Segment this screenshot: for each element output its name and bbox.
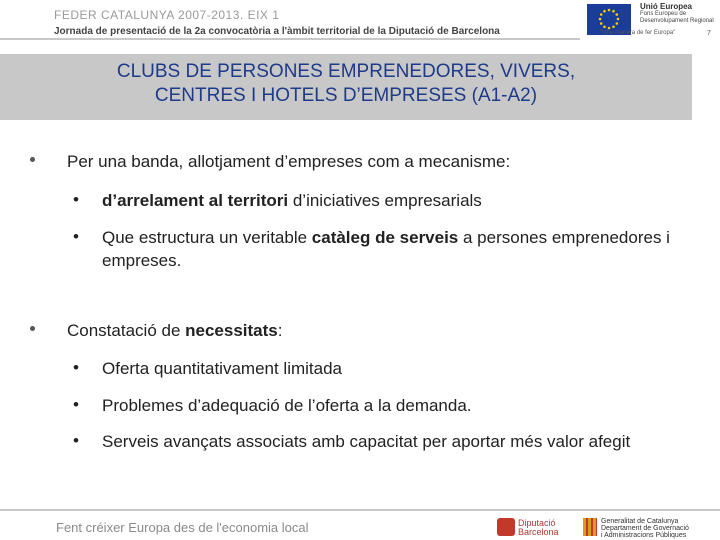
bullet-1-text: Per una banda, allotjament d’empreses com a mecanisme: bbox=[67, 152, 511, 171]
eu-motto: "Una manera de fer Europa" bbox=[600, 30, 676, 36]
emphasis: catàleg de serveis bbox=[311, 228, 459, 247]
generalitat-logo-icon bbox=[583, 518, 597, 536]
sub-bullet-dot-icon: • bbox=[73, 395, 79, 414]
emphasis: necessitats bbox=[185, 321, 278, 340]
header-subtitle: Jornada de presentació de la 2a convocatòria a l'àmbit territorial de la Diputació de Barcelona bbox=[54, 26, 500, 37]
sub-bullet-2-1-text: Oferta quantitativament limitada bbox=[102, 359, 343, 378]
sub-bullet-dot-icon: • bbox=[73, 227, 79, 246]
diputacio-logo-icon bbox=[497, 518, 515, 536]
slide-title-line1: CLUBS DE PERSONES EMPRENEDORES, VIVERS, bbox=[116, 61, 576, 82]
text: Constatació de bbox=[67, 321, 186, 340]
sub-bullet-2-2-text: Problemes d’adequació de l’oferta a la demanda. bbox=[102, 396, 472, 415]
gen-line2: Departament de Governació bbox=[601, 525, 689, 532]
slide-title bbox=[0, 60, 692, 108]
bullet-dot-icon bbox=[30, 326, 35, 331]
text: d’iniciatives empresarials bbox=[288, 191, 482, 210]
gen-line3: i Administracions Públiques bbox=[601, 532, 687, 539]
footer-divider bbox=[0, 509, 720, 511]
page-number: 7 bbox=[707, 30, 711, 37]
sub-bullet-1-1-text bbox=[102, 189, 672, 212]
sub-bullet-1-2-text bbox=[102, 226, 672, 272]
sub-bullet-dot-icon: • bbox=[73, 190, 79, 209]
generalitat-label bbox=[601, 518, 689, 539]
slide-title-line2: CENTRES I HOTELS D’EMPRESES (A1-A2) bbox=[154, 85, 538, 106]
eu-label bbox=[640, 2, 715, 25]
dip-line1: Diputació bbox=[518, 518, 556, 528]
header-program: FEDER CATALUNYA 2007-2013. EIX 1 bbox=[54, 8, 280, 22]
bullet-dot-icon bbox=[30, 157, 35, 162]
footer-tagline: Fent créixer Europa des de l'economia local bbox=[56, 520, 309, 535]
text: a persones emprenedores i empreses. bbox=[102, 228, 670, 270]
text: : bbox=[277, 321, 283, 340]
emphasis: d’arrelament al territori bbox=[102, 191, 289, 210]
sub-bullet-2-3-text: Serveis avançats associats amb capacitat per aportar més valor afegit bbox=[102, 432, 631, 451]
header-divider bbox=[0, 38, 580, 40]
gen-line1: Generalitat de Catalunya bbox=[601, 518, 679, 525]
dip-line2: Barcelona bbox=[518, 527, 559, 537]
text: Que estructura un veritable bbox=[102, 228, 312, 247]
diputacio-label bbox=[518, 519, 559, 537]
sub-bullet-dot-icon: • bbox=[73, 358, 79, 377]
sub-bullet-dot-icon: • bbox=[73, 431, 79, 450]
bullet-2-text bbox=[67, 321, 283, 341]
eu-title: Unió Europea bbox=[640, 2, 693, 11]
eu-fund: Fons Europeu de Desenvolupament Regional bbox=[640, 11, 714, 24]
